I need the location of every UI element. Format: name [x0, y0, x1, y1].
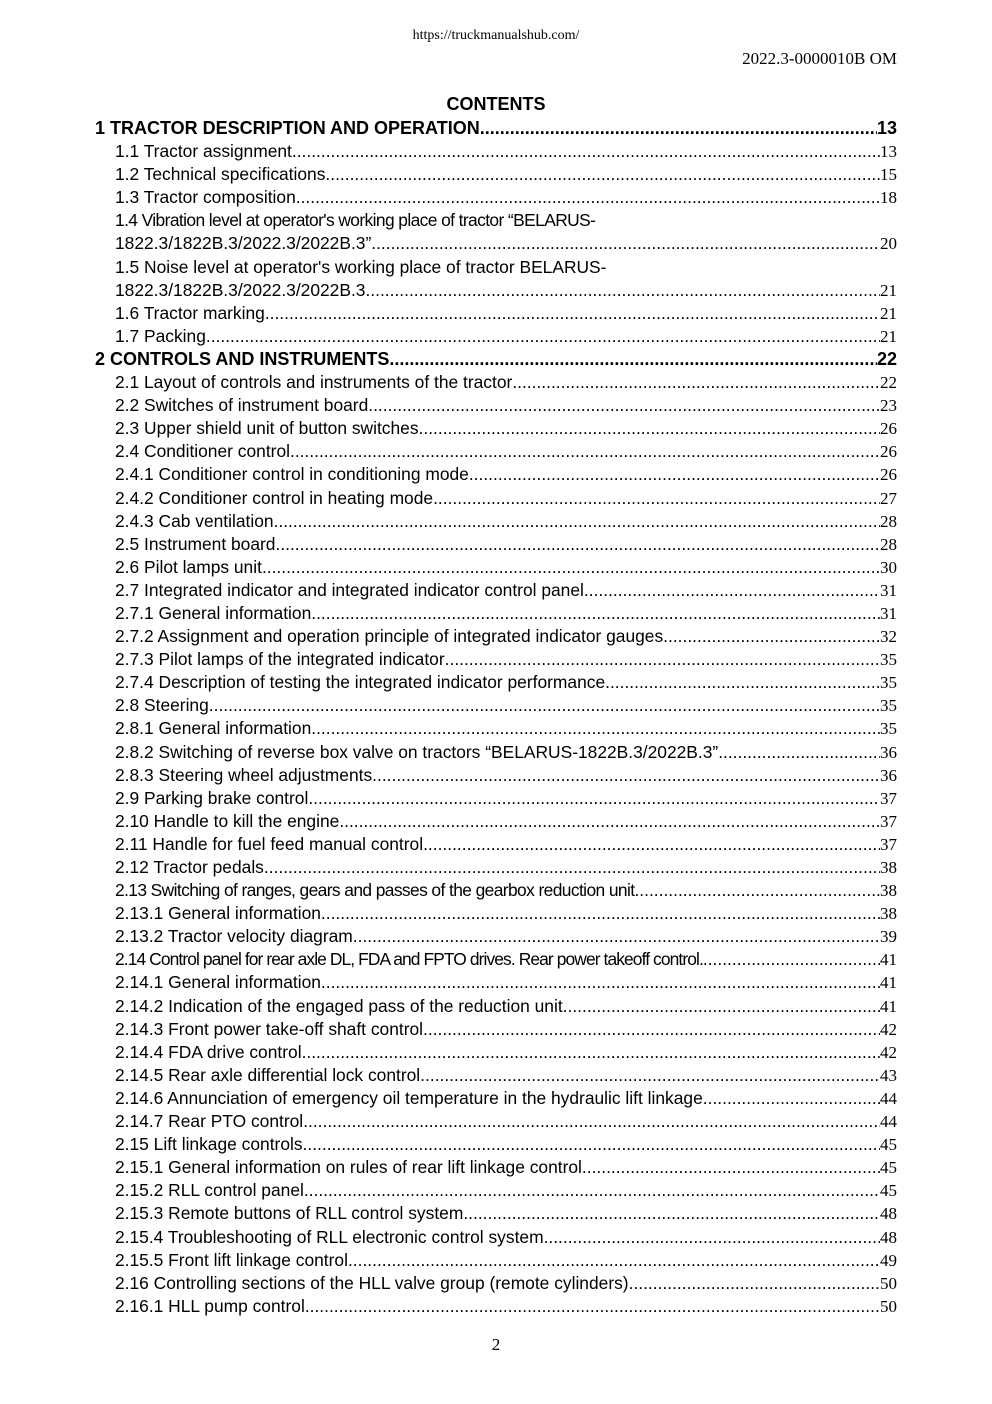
toc-page-number: 21 [880, 303, 897, 323]
toc-entry-title: 2.7.3 Pilot lamps of the integrated indicator [115, 649, 445, 670]
dot-leader [304, 1179, 880, 1202]
toc-entry[interactable] [95, 556, 897, 579]
toc-page-number: 45 [880, 1158, 897, 1178]
toc-page-number: 39 [880, 927, 897, 947]
toc-page-number: 22 [880, 373, 897, 393]
toc-page-number: 41 [880, 996, 897, 1016]
dot-leader [703, 948, 880, 971]
dot-leader [348, 1249, 880, 1272]
dot-leader [365, 279, 880, 302]
toc-page-number: 48 [880, 1204, 897, 1224]
dot-leader [420, 1064, 880, 1087]
toc-entry-title: 2.4 Conditioner control [115, 441, 290, 462]
toc-page-number: 45 [880, 1135, 897, 1155]
toc-page-number: 18 [880, 188, 897, 208]
toc-page-number: 28 [880, 534, 897, 554]
toc-entry-title: 2.4.2 Conditioner control in heating mode [115, 487, 434, 508]
toc-entry[interactable] [95, 302, 897, 325]
dot-leader [302, 1041, 880, 1064]
dot-leader [292, 140, 880, 163]
page-number: 2 [491, 1335, 501, 1354]
toc-entry[interactable] [95, 833, 897, 856]
toc-page-number: 13 [880, 142, 897, 162]
toc-entry-title: 2.16.1 HLL pump control [115, 1295, 305, 1316]
toc-entry[interactable] [95, 902, 897, 925]
toc-entry-title: 2.8.2 Switching of reverse box valve on tractors “BELARUS-1822B.3/2022B.3” [115, 741, 719, 762]
toc-page-number: 21 [880, 326, 897, 346]
toc-page-number: 43 [880, 1065, 897, 1085]
dot-leader [296, 186, 880, 209]
toc-entry[interactable] [95, 533, 897, 556]
toc-entry-title-line: 1.4 Vibration level at operator's working place of tractor “BELARUS- [115, 210, 596, 231]
toc-entry[interactable] [95, 971, 897, 994]
toc-page-number: 13 [876, 118, 897, 138]
dot-leader [368, 394, 880, 417]
dot-leader [372, 764, 880, 787]
dot-leader [718, 741, 880, 764]
dot-leader [321, 902, 880, 925]
toc-entry-title: 1.1 Tractor assignment [115, 141, 292, 162]
toc-entry[interactable] [95, 510, 897, 533]
toc-entry-title-line: 1.5 Noise level at operator's working place of tractor BELARUS- [115, 256, 607, 277]
toc-page-number: 37 [880, 788, 897, 808]
toc-page-number: 28 [880, 511, 897, 531]
toc-page-number: 42 [880, 1042, 897, 1062]
toc-entry[interactable] [95, 417, 897, 440]
toc-entry-title: 2.15 Lift linkage controls [115, 1134, 303, 1155]
toc-entry[interactable] [95, 394, 897, 417]
toc-page-number: 37 [880, 811, 897, 831]
toc-entry-title: 2.7.4 Description of testing the integrated indicator performance [115, 672, 606, 693]
toc-entry[interactable] [95, 948, 897, 971]
toc-entry-title: 2.14.2 Indication of the engaged pass of the reduction unit [115, 995, 563, 1016]
toc-page-number: 35 [880, 673, 897, 693]
toc-entry-title: 2.15.2 RLL control panel [115, 1180, 304, 1201]
toc-page-number: 32 [880, 627, 897, 647]
toc-chapter-entry[interactable] [95, 348, 897, 371]
toc-entry-title: 2.14.5 Rear axle differential lock control [115, 1064, 421, 1085]
toc-entry[interactable] [95, 741, 897, 764]
dot-leader [303, 1110, 880, 1133]
toc-chapter-entry[interactable] [95, 117, 897, 140]
table-of-contents [95, 117, 897, 1318]
toc-entry-title: 2.8 Steering [115, 695, 209, 716]
toc-entry[interactable] [95, 1064, 897, 1087]
toc-entry-title: 2.7 Integrated indicator and integrated indicator control panel [115, 579, 584, 600]
toc-entry[interactable] [95, 1179, 897, 1202]
dot-leader [274, 510, 880, 533]
toc-page-number: 31 [880, 580, 897, 600]
toc-page-number: 38 [880, 904, 897, 924]
dot-leader [445, 648, 880, 671]
toc-entry[interactable] [95, 1272, 897, 1295]
toc-page-number: 36 [880, 742, 897, 762]
toc-entry-title: 2.15.1 General information on rules of rear lift linkage control [115, 1157, 582, 1178]
toc-page-number: 26 [880, 419, 897, 439]
toc-entry[interactable] [95, 602, 897, 625]
toc-entry-title: 2.13.2 Tractor velocity diagram [115, 926, 353, 947]
toc-entry[interactable] [95, 648, 897, 671]
toc-entry[interactable] [95, 856, 897, 879]
toc-page-number: 44 [880, 1088, 897, 1108]
toc-entry[interactable] [95, 1041, 897, 1064]
toc-entry[interactable] [95, 163, 897, 186]
toc-entry[interactable] [95, 1110, 897, 1133]
toc-entry-title: 1.6 Tractor marking [115, 302, 265, 323]
dot-leader [389, 348, 877, 371]
toc-entry[interactable] [95, 371, 897, 394]
document-id: 2022.3-0000010B OM [742, 49, 897, 68]
toc-entry-title: 2.6 Pilot lamps unit [115, 556, 262, 577]
toc-entry-title: 2.16 Controlling sections of the HLL valve group (remote cylinders). [115, 1272, 634, 1293]
dot-leader [584, 579, 880, 602]
toc-page-number: 48 [880, 1227, 897, 1247]
toc-entry-title: 1822.3/1822B.3/2022.3/2022B.3 [115, 279, 366, 300]
toc-entry[interactable] [95, 1249, 897, 1272]
toc-entry-title: 2.14.7 Rear PTO control [115, 1111, 304, 1132]
toc-entry[interactable] [95, 440, 897, 463]
toc-page-number: 36 [880, 765, 897, 785]
dot-leader [419, 417, 880, 440]
toc-page-number: 44 [880, 1112, 897, 1132]
toc-page-number: 30 [880, 557, 897, 577]
toc-page-number: 26 [880, 465, 897, 485]
toc-entry[interactable] [95, 717, 897, 740]
dot-leader [544, 1226, 880, 1249]
toc-entry-title: 2.8.3 Steering wheel adjustments [115, 764, 373, 785]
dot-leader [480, 117, 877, 140]
dot-leader [311, 717, 880, 740]
toc-entry-title: 2.13 Switching of ranges, gears and passes of the gearbox reduction unit [115, 880, 635, 901]
toc-page-number: 15 [880, 165, 897, 185]
toc-entry[interactable] [95, 810, 897, 833]
toc-entry[interactable] [95, 1133, 897, 1156]
toc-entry[interactable] [95, 232, 897, 255]
toc-entry-title: 2.14.3 Front power take-off shaft control [115, 1018, 424, 1039]
toc-entry[interactable] [95, 671, 897, 694]
toc-entry-title: 1 TRACTOR DESCRIPTION AND OPERATION [95, 118, 480, 138]
toc-entry[interactable] [95, 1295, 897, 1318]
dot-leader [582, 1156, 880, 1179]
toc-page-number: 37 [880, 834, 897, 854]
toc-entry-title: 2.2 Switches of instrument board [115, 395, 369, 416]
dot-leader [305, 1295, 880, 1318]
source-url[interactable]: https://truckmanualshub.com/ [412, 28, 580, 43]
toc-page-number: 35 [880, 719, 897, 739]
toc-entry[interactable] [95, 787, 897, 810]
toc-entry-title: 2.15.4 Troubleshooting of RLL electronic control system [115, 1226, 544, 1247]
toc-entry[interactable] [95, 487, 897, 510]
toc-entry-title: 2.14.4 FDA drive control [115, 1041, 302, 1062]
toc-entry[interactable] [95, 764, 897, 787]
toc-entry-title: 2 CONTROLS AND INSTRUMENTS [95, 348, 390, 369]
toc-entry-title: 2.5 Instrument board [115, 533, 276, 554]
dot-leader [563, 995, 880, 1018]
toc-entry[interactable] [95, 879, 897, 902]
toc-entry-title: 2.7.2 Assignment and operation principle of integrated indicator gauges [115, 626, 664, 647]
toc-entry-title: 2.14.1 General information [115, 972, 321, 993]
toc-entry-title: 2.9 Parking brake control [115, 787, 309, 808]
toc-entry[interactable] [95, 625, 897, 648]
dot-leader [290, 440, 880, 463]
toc-entry-title: 2.14 Control panel for rear axle DL, FDA and FPTO drives. Rear power takeoff control. [115, 949, 703, 970]
toc-entry[interactable] [95, 579, 897, 602]
toc-entry-title: 2.10 Handle to kill the engine [115, 810, 340, 831]
toc-page-number: 31 [880, 603, 897, 623]
toc-page-number: 45 [880, 1181, 897, 1201]
toc-page-number: 35 [880, 696, 897, 716]
dot-leader [371, 232, 880, 255]
toc-entry[interactable] [95, 1087, 897, 1110]
dot-leader [303, 1133, 880, 1156]
toc-entry[interactable] [95, 325, 897, 348]
toc-entry[interactable] [95, 1156, 897, 1179]
toc-page-number: 20 [880, 234, 897, 254]
dot-leader [512, 371, 880, 394]
toc-entry-title: 1.3 Tractor composition [115, 187, 296, 208]
toc-entry-title: 2.11 Handle for fuel feed manual control [115, 833, 424, 854]
toc-page-number: 41 [880, 973, 897, 993]
toc-entry-title: 2.7.1 General information [115, 602, 312, 623]
toc-entry-title: 2.12 Tractor pedals [115, 857, 264, 877]
dot-leader [605, 671, 880, 694]
dot-leader [275, 533, 880, 556]
dot-leader [321, 971, 880, 994]
toc-entry-title: 2.15.3 Remote buttons of RLL control system [115, 1203, 464, 1224]
dot-leader [311, 602, 880, 625]
dot-leader [339, 810, 880, 833]
toc-entry-title: 2.13.1 General information [115, 903, 321, 924]
toc-entry-title: 2.4.1 Conditioner control in conditioning mode [115, 464, 469, 485]
toc-page-number: 50 [880, 1296, 897, 1316]
dot-leader [325, 163, 880, 186]
toc-entry-title: 2.1 Layout of controls and instruments of the tractor [115, 372, 513, 393]
dot-leader [634, 879, 880, 902]
toc-page-number: 27 [880, 488, 897, 508]
dot-leader [633, 1272, 880, 1295]
toc-entry-title: 1.2 Technical specifications [115, 164, 326, 185]
toc-page-number: 50 [880, 1273, 897, 1293]
dot-leader [209, 694, 880, 717]
dot-leader [433, 487, 880, 510]
toc-entry-title: 1.7 Packing [115, 325, 206, 346]
dot-leader [469, 463, 880, 486]
dot-leader [265, 302, 880, 325]
dot-leader [308, 787, 880, 810]
toc-entry[interactable] [95, 1202, 897, 1225]
toc-page-number: 23 [880, 396, 897, 416]
dot-leader [206, 325, 880, 348]
contents-title: CONTENTS [446, 94, 546, 114]
toc-page-number: 41 [880, 950, 897, 970]
toc-page-number: 38 [880, 858, 897, 877]
toc-entry[interactable] [95, 1018, 897, 1041]
toc-entry-title: 2.4.3 Cab ventilation [115, 510, 274, 531]
dot-leader [262, 556, 880, 579]
toc-page-number: 38 [880, 881, 897, 901]
toc-entry-title: 1822.3/1822B.3/2022.3/2022B.3” [115, 233, 372, 254]
toc-entry-title: 2.15.5 Front lift linkage control [115, 1249, 348, 1270]
toc-entry[interactable] [95, 279, 897, 302]
toc-entry-title: 2.8.1 General information [115, 718, 312, 739]
dot-leader [703, 1087, 880, 1110]
toc-page-number: 42 [880, 1019, 897, 1039]
toc-entry-title: 2.14.6 Annunciation of emergency oil temperature in the hydraulic lift linkage [115, 1087, 703, 1108]
toc-entry[interactable] [95, 463, 897, 486]
dot-leader [264, 856, 880, 879]
dot-leader [463, 1202, 880, 1225]
dot-leader [663, 625, 880, 648]
toc-page-number: 49 [880, 1250, 897, 1270]
toc-entry[interactable] [95, 925, 897, 948]
toc-page-number: 21 [880, 280, 897, 300]
toc-entry[interactable] [95, 995, 897, 1018]
toc-entry[interactable] [95, 694, 897, 717]
dot-leader [353, 925, 880, 948]
dot-leader [423, 833, 880, 856]
toc-page-number: 35 [880, 650, 897, 670]
toc-page-number: 26 [880, 442, 897, 462]
toc-entry[interactable] [95, 1226, 897, 1249]
toc-entry[interactable] [95, 140, 897, 163]
toc-entry[interactable] [95, 186, 897, 209]
dot-leader [423, 1018, 880, 1041]
toc-entry-title: 2.3 Upper shield unit of button switches [115, 418, 419, 439]
toc-page-number: 22 [876, 348, 897, 369]
